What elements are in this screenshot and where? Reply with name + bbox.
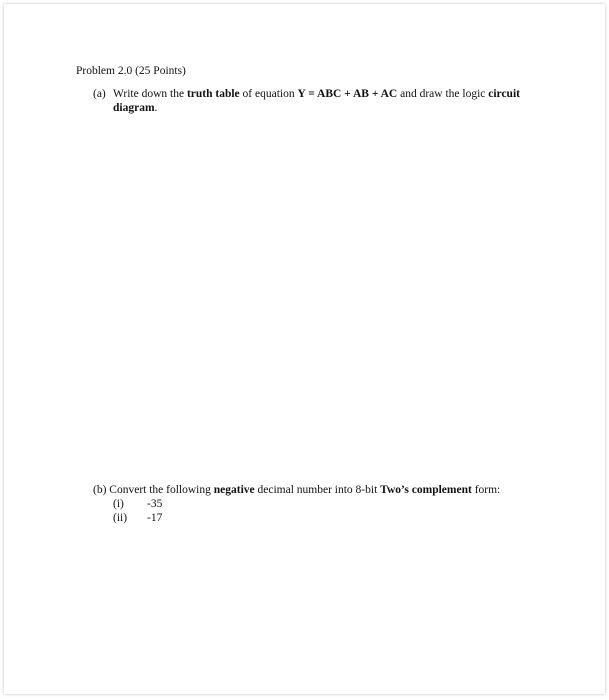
part-a-text-1: Write down the: [113, 88, 187, 100]
part-a-text-4: .: [154, 102, 158, 114]
part-b-question: [93, 483, 553, 525]
part-a-bold-equation: Y = ABC + AB + AC: [297, 88, 398, 100]
part-a-bold-circuit-diagram: circuit diagram: [113, 88, 520, 114]
part-b-text-2: decimal number into 8-bit: [254, 484, 381, 496]
list-item: [93, 497, 553, 511]
part-b-sub-list: [93, 497, 553, 525]
part-b-bold-negative: negative: [213, 484, 255, 496]
part-a-text-3: and draw the logic: [397, 88, 489, 100]
part-b-text: [93, 483, 553, 497]
document-page: [4, 4, 605, 694]
sub-item-marker: (i): [113, 498, 124, 510]
part-a-question: [93, 87, 553, 115]
part-b-bold-twos-complement: Two’s complement: [380, 484, 472, 496]
part-a-label: (a): [93, 88, 106, 100]
part-b-text-1: Convert the following: [106, 484, 214, 496]
sub-item-value: -17: [147, 512, 163, 524]
part-a-bold-truth-table: truth table: [186, 88, 240, 100]
sub-item-value: -35: [147, 498, 163, 510]
part-a-text: [113, 87, 553, 115]
problem-heading: Problem 2.0 (25 Points): [76, 65, 186, 77]
part-b-text-3: form:: [471, 484, 501, 496]
part-b-label: (b): [93, 484, 107, 496]
sub-item-marker: (ii): [113, 512, 128, 524]
part-a-text-2: of equation: [239, 88, 298, 100]
list-item: [93, 511, 553, 525]
